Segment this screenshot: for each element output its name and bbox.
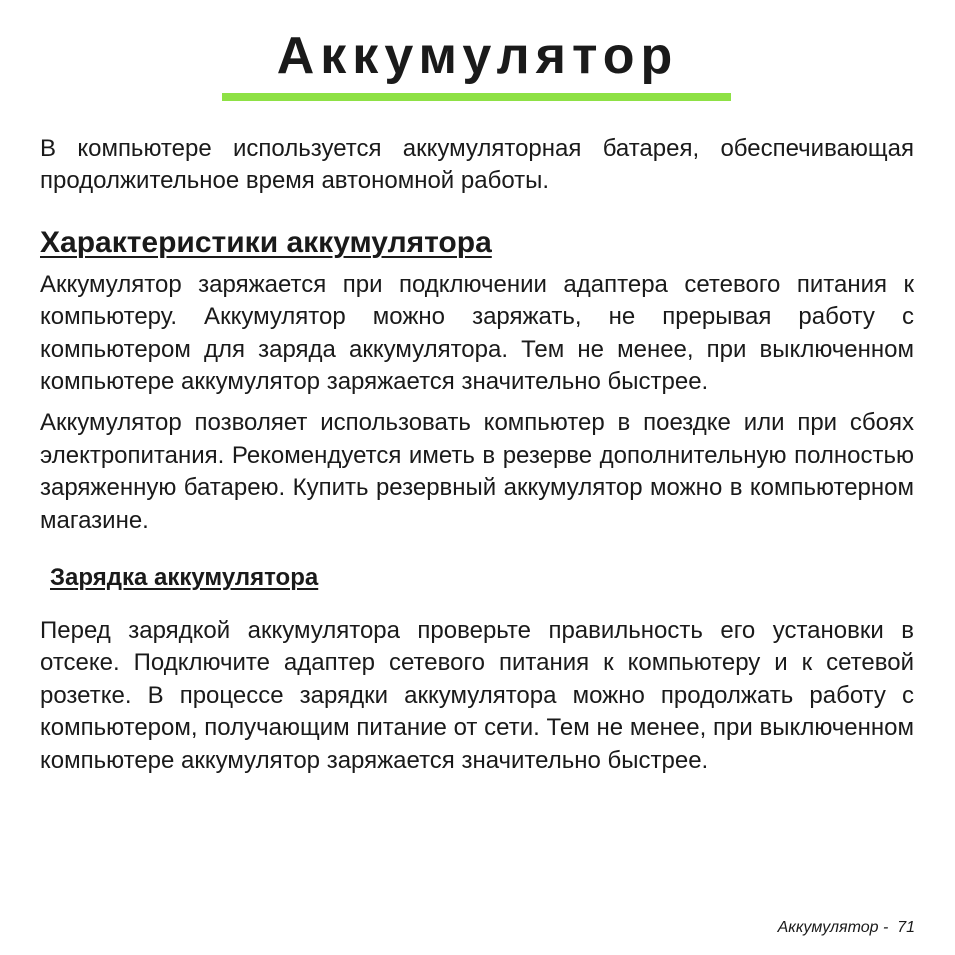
subsection-paragraph: Перед зарядкой аккумулятора проверьте правильность его установки в отсеке. Подключите адаптер сетевого питания к компьютеру и к сетевой розетке. В процессе зарядки аккумулятора можно продолжать работу с компьютером, получающим питание от сети. Тем не менее, при выключенном компьютере аккумулятор заряжается значительно быстрее. xyxy=(40,617,914,774)
footer-separator: - xyxy=(878,919,898,936)
section-paragraph-2: Аккумулятор позволяет использовать компьютер в поездке или при сбоях электропитания. Рекомендуется иметь в резерве дополнительную полностью заряженную батарею. Купить резервный аккумулятор можно в компьютерном магазине. xyxy=(40,409,914,534)
footer-section-name: Аккумулятор xyxy=(777,919,879,936)
page-content xyxy=(40,133,914,777)
intro-paragraph: В компьютере используется аккумуляторная батарея, обеспечивающая продолжительное время автономной работы. xyxy=(40,135,914,195)
page-footer xyxy=(778,917,915,939)
subsection-heading: Зарядка аккумулятора xyxy=(50,564,319,592)
section-paragraph-1: Аккумулятор заряжается при подключении адаптера сетевого питания к компьютеру. Аккумулятор можно заряжать, не прерывая работу с компьютером для заряда аккумулятора. Тем не менее, при выключенном компьютере аккумулятор заряжается значительно быстрее. xyxy=(40,270,914,396)
title-underline-bar xyxy=(222,93,731,101)
page-title: Аккумулятор xyxy=(276,27,679,85)
footer-page-number: 71 xyxy=(897,919,915,936)
section-heading: Характеристики аккумулятора xyxy=(40,225,492,259)
